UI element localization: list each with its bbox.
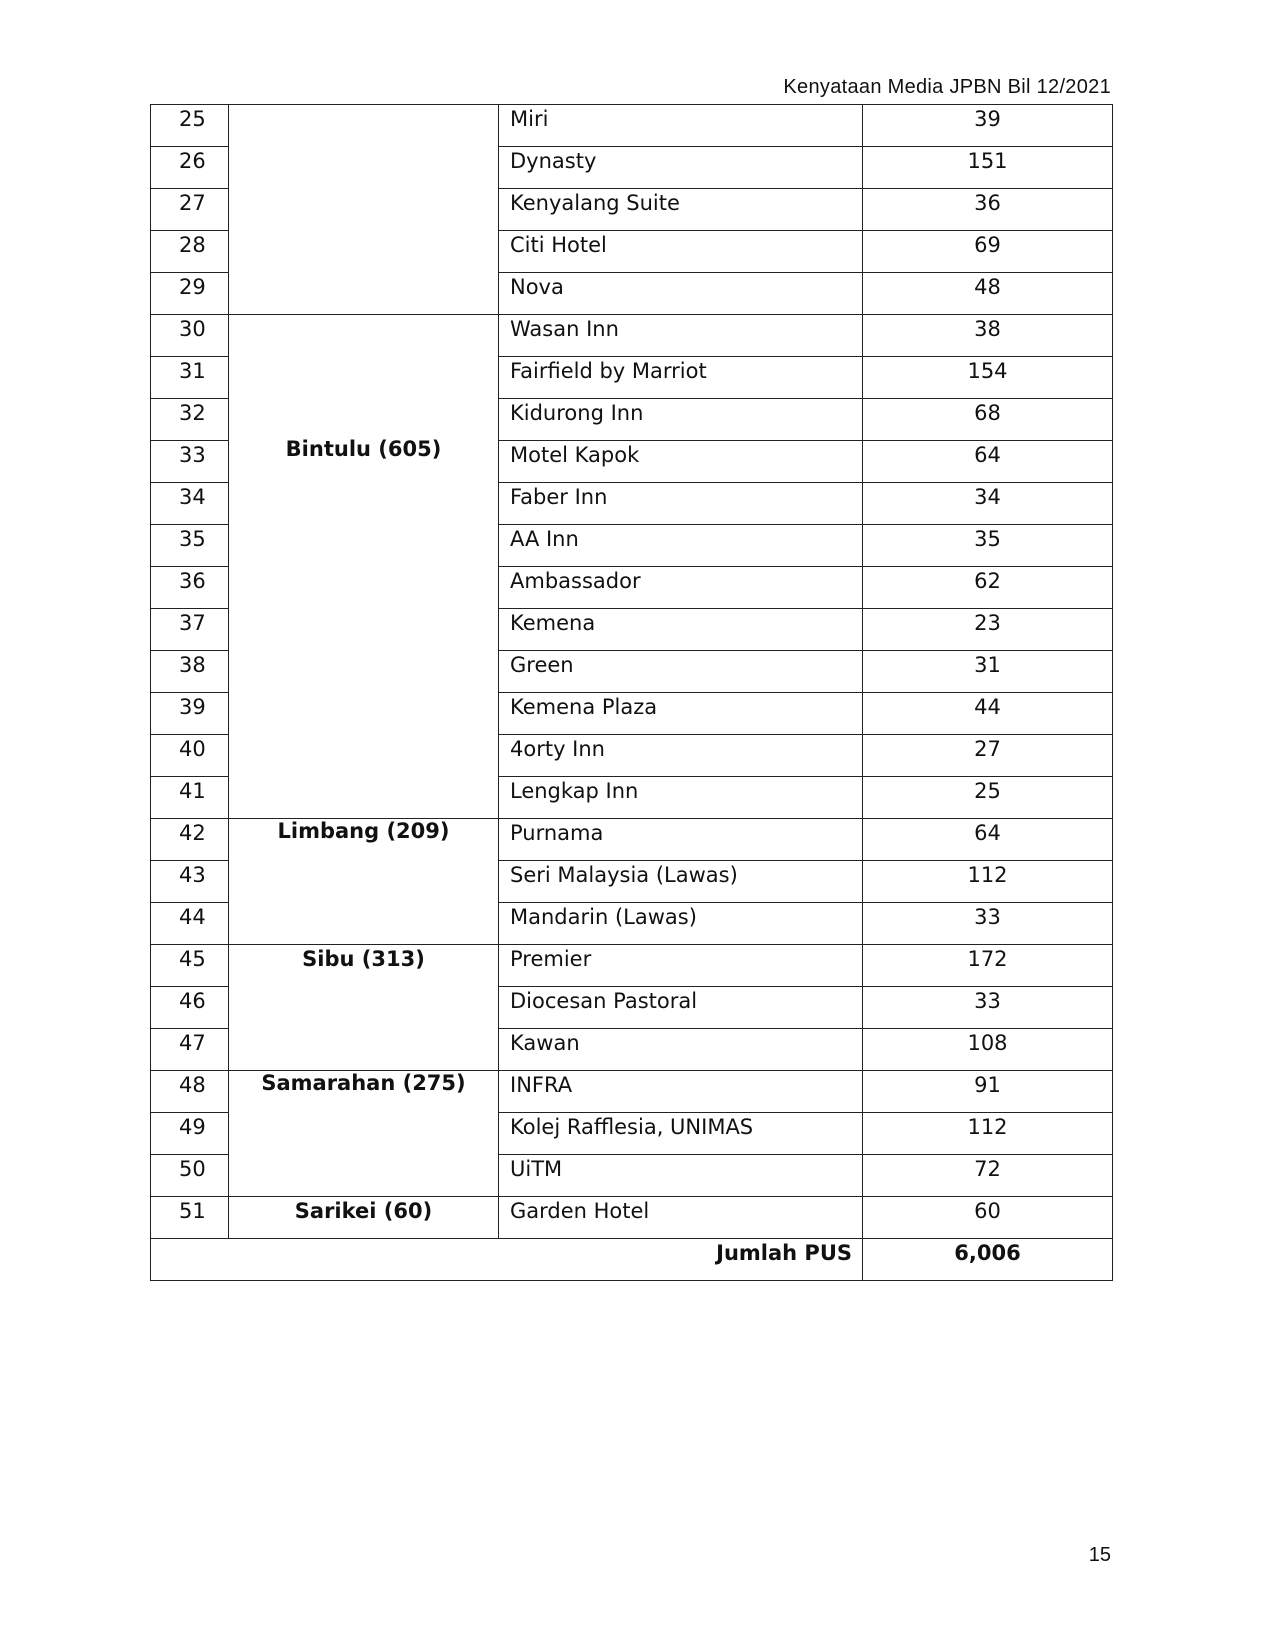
row-number: 45 xyxy=(151,945,229,987)
row-number: 46 xyxy=(151,987,229,1029)
pus-count: 33 xyxy=(863,987,1113,1029)
hotel-name: UiTM xyxy=(499,1155,863,1197)
table-row xyxy=(151,1197,1113,1239)
row-number: 28 xyxy=(151,231,229,273)
row-number: 33 xyxy=(151,441,229,483)
quarantine-centre-table xyxy=(150,104,1113,1281)
hotel-name: Dynasty xyxy=(499,147,863,189)
hotel-name: Miri xyxy=(499,105,863,147)
pus-count: 36 xyxy=(863,189,1113,231)
pus-count: 25 xyxy=(863,777,1113,819)
row-number: 51 xyxy=(151,1197,229,1239)
pus-count: 91 xyxy=(863,1071,1113,1113)
pus-count: 39 xyxy=(863,105,1113,147)
hotel-name: Purnama xyxy=(499,819,863,861)
row-number: 49 xyxy=(151,1113,229,1155)
document-header: Kenyataan Media JPBN Bil 12/2021 xyxy=(783,76,1111,98)
row-number: 36 xyxy=(151,567,229,609)
hotel-name: AA Inn xyxy=(499,525,863,567)
hotel-name: 4orty Inn xyxy=(499,735,863,777)
row-number: 39 xyxy=(151,693,229,735)
pus-count: 172 xyxy=(863,945,1113,987)
row-number: 43 xyxy=(151,861,229,903)
pus-count: 151 xyxy=(863,147,1113,189)
row-number: 42 xyxy=(151,819,229,861)
hotel-name: Ambassador xyxy=(499,567,863,609)
hotel-name: Green xyxy=(499,651,863,693)
pus-count: 27 xyxy=(863,735,1113,777)
hotel-name: Diocesan Pastoral xyxy=(499,987,863,1029)
row-number: 31 xyxy=(151,357,229,399)
hotel-name: Wasan Inn xyxy=(499,315,863,357)
pus-count: 44 xyxy=(863,693,1113,735)
pus-count: 112 xyxy=(863,861,1113,903)
hotel-name: Seri Malaysia (Lawas) xyxy=(499,861,863,903)
pus-count: 68 xyxy=(863,399,1113,441)
pus-count: 35 xyxy=(863,525,1113,567)
table-body xyxy=(151,105,1113,1281)
pus-count: 72 xyxy=(863,1155,1113,1197)
table-row xyxy=(151,105,1113,147)
hotel-name: Kemena xyxy=(499,609,863,651)
hotel-name: INFRA xyxy=(499,1071,863,1113)
pus-count: 154 xyxy=(863,357,1113,399)
hotel-name: Fairfield by Marriot xyxy=(499,357,863,399)
total-label: Jumlah PUS xyxy=(151,1239,863,1281)
hotel-name: Premier xyxy=(499,945,863,987)
hotel-name: Kidurong Inn xyxy=(499,399,863,441)
division-samarahan: Samarahan (275) xyxy=(229,1071,499,1197)
pus-count: 48 xyxy=(863,273,1113,315)
hotel-name: Garden Hotel xyxy=(499,1197,863,1239)
hotel-name: Kawan xyxy=(499,1029,863,1071)
row-number: 27 xyxy=(151,189,229,231)
pus-count: 112 xyxy=(863,1113,1113,1155)
row-number: 37 xyxy=(151,609,229,651)
row-number: 25 xyxy=(151,105,229,147)
pus-count: 31 xyxy=(863,651,1113,693)
hotel-name: Kolej Rafflesia, UNIMAS xyxy=(499,1113,863,1155)
page-number: 15 xyxy=(1088,1544,1111,1566)
hotel-name: Lengkap Inn xyxy=(499,777,863,819)
row-number: 35 xyxy=(151,525,229,567)
pus-count: 34 xyxy=(863,483,1113,525)
pus-count: 64 xyxy=(863,819,1113,861)
table-row xyxy=(151,1071,1113,1113)
table-row xyxy=(151,315,1113,357)
pus-count: 38 xyxy=(863,315,1113,357)
row-number: 26 xyxy=(151,147,229,189)
total-row xyxy=(151,1239,1113,1281)
row-number: 34 xyxy=(151,483,229,525)
row-number: 30 xyxy=(151,315,229,357)
table-row xyxy=(151,819,1113,861)
hotel-name: Motel Kapok xyxy=(499,441,863,483)
division-cell xyxy=(229,105,499,315)
row-number: 40 xyxy=(151,735,229,777)
pus-count: 23 xyxy=(863,609,1113,651)
division-sarikei: Sarikei (60) xyxy=(229,1197,499,1239)
hotel-name: Faber Inn xyxy=(499,483,863,525)
pus-count: 108 xyxy=(863,1029,1113,1071)
pus-count: 60 xyxy=(863,1197,1113,1239)
hotel-name: Nova xyxy=(499,273,863,315)
hotel-name: Mandarin (Lawas) xyxy=(499,903,863,945)
division-bintulu: Bintulu (605) xyxy=(229,315,499,819)
row-number: 48 xyxy=(151,1071,229,1113)
division-sibu: Sibu (313) xyxy=(229,945,499,1071)
hotel-name: Kemena Plaza xyxy=(499,693,863,735)
pus-count: 33 xyxy=(863,903,1113,945)
row-number: 32 xyxy=(151,399,229,441)
total-value: 6,006 xyxy=(863,1239,1113,1281)
pus-count: 64 xyxy=(863,441,1113,483)
row-number: 38 xyxy=(151,651,229,693)
hotel-name: Kenyalang Suite xyxy=(499,189,863,231)
row-number: 41 xyxy=(151,777,229,819)
row-number: 29 xyxy=(151,273,229,315)
pus-count: 62 xyxy=(863,567,1113,609)
division-limbang: Limbang (209) xyxy=(229,819,499,945)
row-number: 50 xyxy=(151,1155,229,1197)
pus-count: 69 xyxy=(863,231,1113,273)
row-number: 44 xyxy=(151,903,229,945)
row-number: 47 xyxy=(151,1029,229,1071)
hotel-name: Citi Hotel xyxy=(499,231,863,273)
table-row xyxy=(151,945,1113,987)
